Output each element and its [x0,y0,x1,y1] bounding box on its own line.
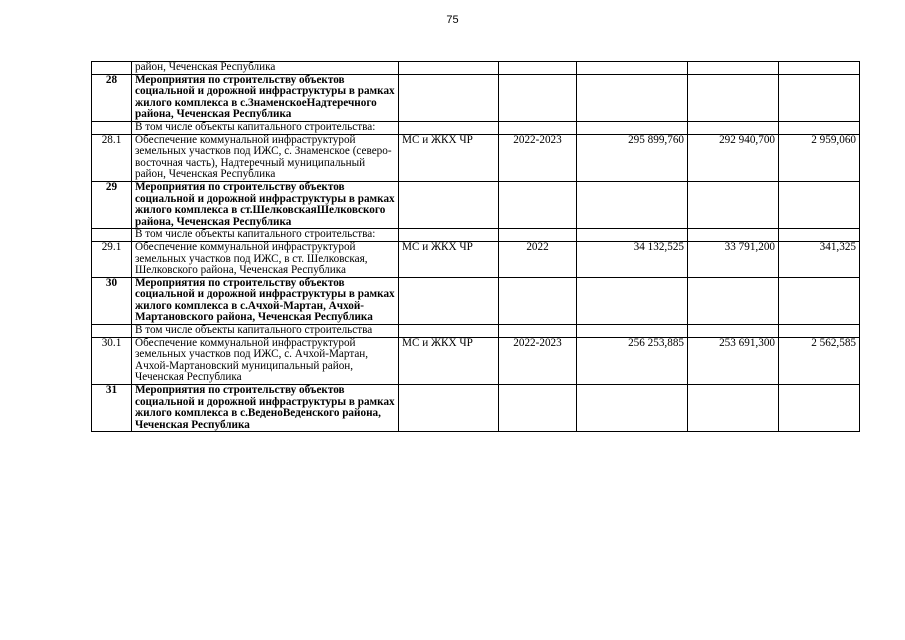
cell-number: 30.1 [92,337,132,384]
cell-name: район, Чеченская Республика [132,62,399,75]
cell-name: Обеспечение коммунальной инфраструктурой земельных участков под ИЖС, с. Знаменское (северо-восточная часть), Надтеречный муниципальный район, Чеченская Республика [132,134,399,181]
table-row [92,62,860,75]
cell-number: 28.1 [92,134,132,181]
cell-federal: 253 691,300 [688,337,779,384]
cell-period [499,181,577,228]
cell-organization: МС и ЖКХ ЧР [399,241,499,277]
cell-regional [779,181,860,228]
cell-total [577,181,688,228]
cell-regional: 2 959,060 [779,134,860,181]
cell-regional: 341,325 [779,241,860,277]
cell-total [577,62,688,75]
cell-period: 2022 [499,241,577,277]
cell-federal: 292 940,700 [688,134,779,181]
cell-federal [688,385,779,432]
cell-total [577,121,688,134]
cell-regional [779,62,860,75]
cell-period [499,121,577,134]
cell-number: 29.1 [92,241,132,277]
cell-name: В том числе объекты капитального строительства: [132,229,399,242]
cell-federal [688,229,779,242]
cell-period [499,229,577,242]
cell-total: 256 253,885 [577,337,688,384]
cell-regional [779,277,860,324]
cell-regional [779,229,860,242]
table-row [92,241,860,277]
cell-name: В том числе объекты капитального строительства [132,325,399,338]
cell-name: Обеспечение коммунальной инфраструктурой земельных участков под ИЖС, с. Ачхой-Мартан, Ачхой-Мартановский муниципальный район, Чеченская Республика [132,337,399,384]
cell-federal: 33 791,200 [688,241,779,277]
cell-federal [688,121,779,134]
cell-period [499,74,577,121]
cell-number [92,121,132,134]
cell-total [577,74,688,121]
page-number: 75 [446,14,459,26]
table-row [92,74,860,121]
table-row [92,277,860,324]
cell-organization [399,277,499,324]
cell-federal [688,277,779,324]
cell-total: 295 899,760 [577,134,688,181]
cell-organization [399,385,499,432]
cell-organization [399,229,499,242]
cell-organization: МС и ЖКХ ЧР [399,134,499,181]
cell-total: 34 132,525 [577,241,688,277]
cell-total [577,277,688,324]
cell-federal [688,325,779,338]
cell-name: Мероприятия по строительству объектов социальной и дорожной инфраструктуры в рамках жилого комплекса в с.ЗнаменскоеНадтеречного района, Чеченская Республика [132,74,399,121]
table-row [92,181,860,228]
cell-federal [688,181,779,228]
cell-organization [399,325,499,338]
table-row [92,121,860,134]
cell-organization [399,181,499,228]
cell-total [577,229,688,242]
cell-number [92,325,132,338]
table-row [92,385,860,432]
cell-regional [779,74,860,121]
cell-total [577,325,688,338]
cell-regional [779,325,860,338]
cell-regional: 2 562,585 [779,337,860,384]
table-row [92,134,860,181]
cell-period [499,325,577,338]
cell-period [499,277,577,324]
program-table [91,61,860,432]
cell-organization: МС и ЖКХ ЧР [399,337,499,384]
cell-name: Мероприятия по строительству объектов социальной и дорожной инфраструктуры в рамках жилого комплекса в с.Ачхой-Мартан, Ачхой-Мартановского района, Чеченская Республика [132,277,399,324]
cell-regional [779,121,860,134]
cell-number: 31 [92,385,132,432]
cell-period: 2022-2023 [499,134,577,181]
cell-regional [779,385,860,432]
cell-organization [399,121,499,134]
cell-number: 30 [92,277,132,324]
cell-organization [399,62,499,75]
cell-name: Мероприятия по строительству объектов социальной и дорожной инфраструктуры в рамках жилого комплекса в с.ВеденоВеденского района, Чеченская Республика [132,385,399,432]
cell-period: 2022-2023 [499,337,577,384]
cell-name: Обеспечение коммунальной инфраструктурой земельных участков под ИЖС, в ст. Шелковская, Шелковского района, Чеченская Республика [132,241,399,277]
table-row [92,337,860,384]
table-row [92,325,860,338]
cell-total [577,385,688,432]
cell-period [499,385,577,432]
cell-number [92,229,132,242]
table-body [92,62,860,432]
table-row [92,229,860,242]
cell-name: В том числе объекты капитального строительства: [132,121,399,134]
cell-number: 28 [92,74,132,121]
cell-organization [399,74,499,121]
cell-period [499,62,577,75]
cell-number: 29 [92,181,132,228]
cell-name: Мероприятия по строительству объектов социальной и дорожной инфраструктуры в рамках жилого комплекса в ст.ШелковскаяШелковского района, Чеченская Республика [132,181,399,228]
cell-number [92,62,132,75]
cell-federal [688,62,779,75]
cell-federal [688,74,779,121]
